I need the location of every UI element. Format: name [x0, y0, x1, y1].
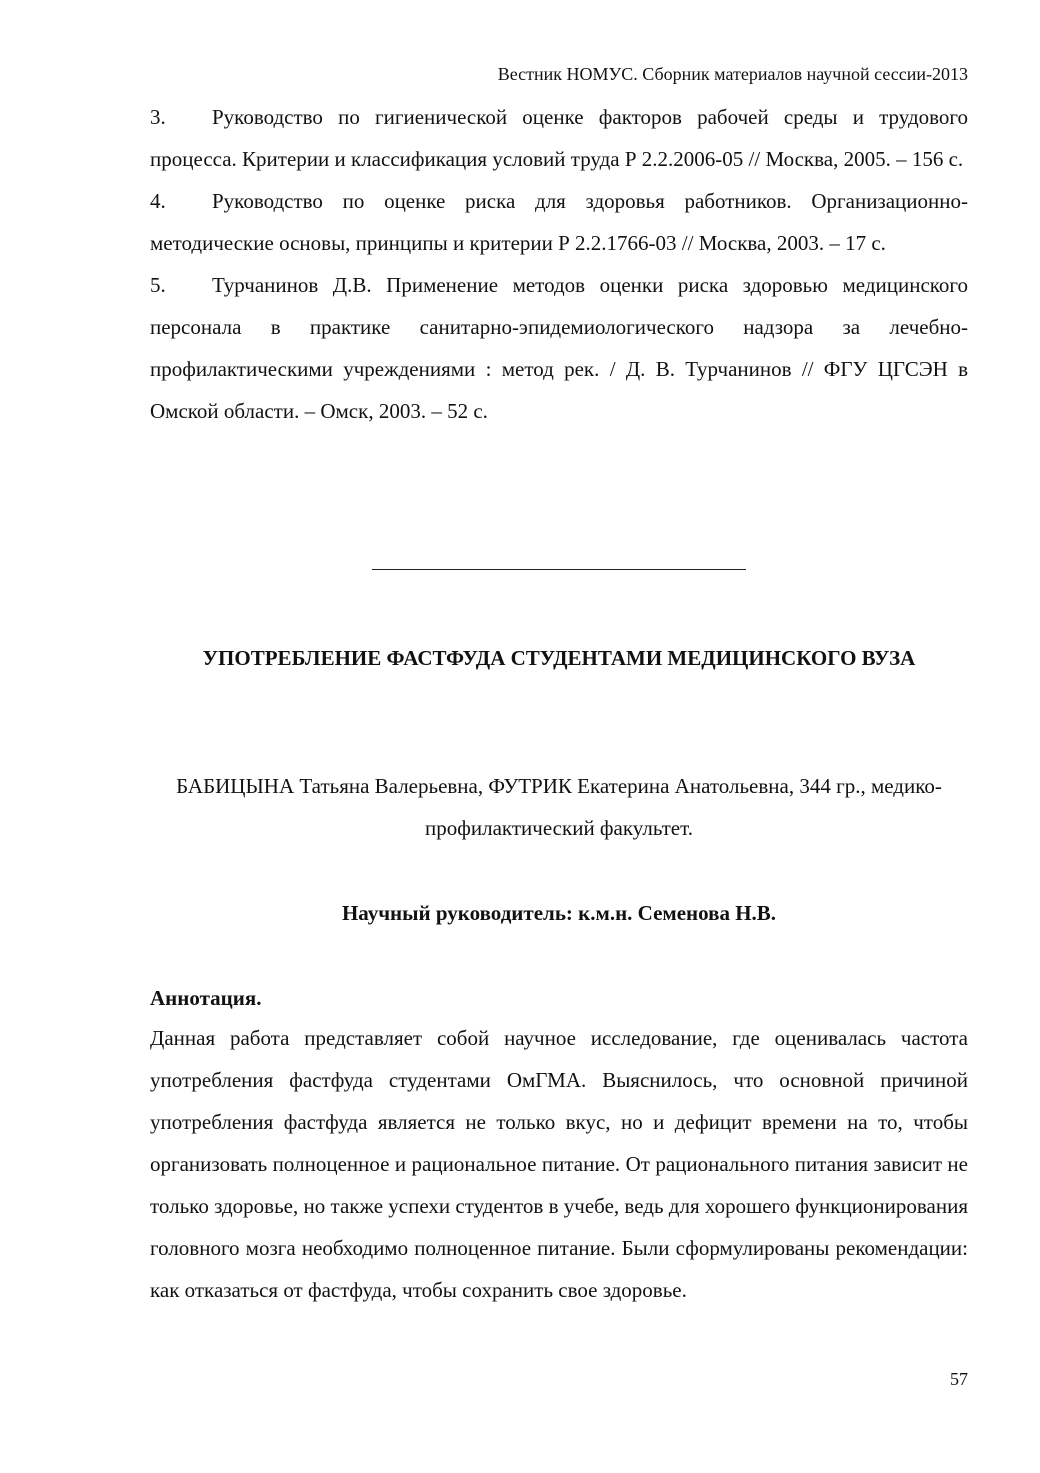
article-title: УПОТРЕБЛЕНИЕ ФАСТФУДА СТУДЕНТАМИ МЕДИЦИНСКОГО ВУЗА — [202, 646, 916, 670]
reference-number: 3. — [150, 105, 166, 129]
scientific-supervisor: Научный руководитель: к.м.н. Семенова Н.В. — [341, 901, 777, 925]
page-number: 57 — [950, 1369, 968, 1389]
annotation-heading: Аннотация. — [150, 986, 262, 1010]
reference-number: 4. — [150, 189, 166, 213]
running-head: Вестник НОМУС. Сборник материалов научной сессии-2013 — [497, 64, 968, 84]
article-authors: БАБИЦЫНА Татьяна Валерьевна, ФУТРИК Екатерина Анатольевна, 344 гр., медико-профилактический факультет. — [176, 774, 942, 840]
reference-text: Руководство по гигиенической оценке факторов рабочей среды и трудового процесса. Критерии и классификация условий труда Р 2.2.2006-05 // Москва, 2005. – 156 с. — [150, 105, 968, 171]
annotation-text: Данная работа представляет собой научное исследование, где оценивалась частота употребления фастфуда студентами ОмГМА. Выяснилось, что основной причиной употребления фастфуда является не только вкус, но и дефицит времени на то, чтобы организовать полноценное и рациональное питание. От рационального питания зависит не только здоровье, но также успехи студентов в учебе, ведь для хорошего функционирования головного мозга необходимо полноценное питание. Были сформулированы рекомендации: как отказаться от фастфуда, чтобы сохранить свое здоровье. — [150, 1026, 968, 1302]
section-divider — [372, 569, 746, 570]
reference-item — [150, 180, 968, 264]
reference-number: 5. — [150, 273, 166, 297]
reference-text: Турчанинов Д.В. Применение методов оценки риска здоровью медицинского персонала в практике санитарно-эпидемиологического надзора за лечебно-профилактическими учреждениями : метод рек. / Д. В. Турчанинов // ФГУ ЦГСЭН в Омской области. – Омск, 2003. – 52 с. — [150, 273, 968, 423]
reference-item — [150, 264, 968, 432]
reference-list — [150, 96, 968, 432]
reference-text: Руководство по оценке риска для здоровья работников. Организационно-методические основы, принципы и критерии Р 2.2.1766-03 // Москва, 2003. – 17 с. — [150, 189, 968, 255]
reference-item — [150, 96, 968, 180]
